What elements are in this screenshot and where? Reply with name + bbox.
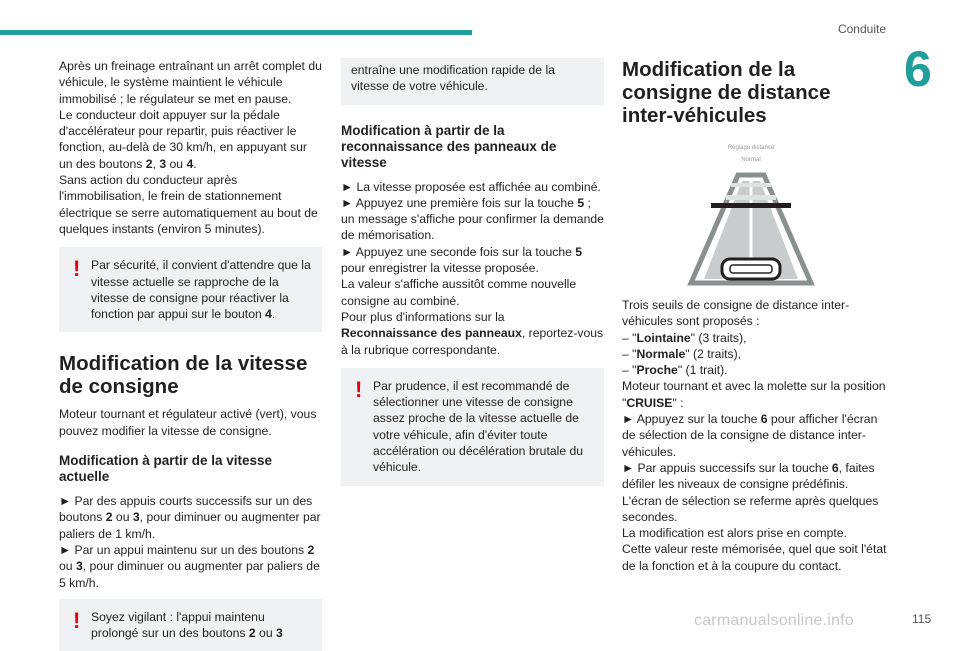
watermark: carmanualsonline.info xyxy=(694,612,854,629)
section-title: Conduite xyxy=(837,22,886,36)
warning-icon: ! xyxy=(355,376,363,402)
section-heading: Modification de la consigne de distance inter-véhicules xyxy=(622,58,831,127)
paragraph: ► Par des appuis courts successifs sur un des boutons 2 ou 3, pour diminuer ou augmenter par paliers de 1 km/h. xyxy=(59,494,321,541)
warning-icon: ! xyxy=(73,607,81,633)
paragraph: ► La vitesse proposée est affichée au combiné. xyxy=(341,179,601,194)
warning-text: Par prudence, il est recommandé de sélectionner une vitesse de consigne assez proche de la vitesse actuelle de votre véhicule, afin d'éviter toute accélération ou décélération brutale du véhicule. xyxy=(373,378,584,475)
warning-box-continued xyxy=(341,58,604,105)
figure-title: Réglage distance xyxy=(727,145,775,151)
list-item: – "Normale" (2 traits), xyxy=(622,346,742,361)
column-1 xyxy=(59,58,322,651)
subsection-heading: Modification à partir de la reconnaissance des panneaux de vitesse xyxy=(341,122,557,170)
figure-subtitle: Normal xyxy=(741,157,761,163)
header-accent-bar xyxy=(0,30,472,35)
distance-setting-graphic xyxy=(676,141,826,291)
paragraph: Pour plus d'informations sur la Reconnaissance des panneaux, reportez-vous à la rubrique correspondante. xyxy=(341,309,604,357)
paragraph: Moteur tournant et régulateur activé (vert), vous pouvez modifier la vitesse de consigne. xyxy=(59,407,317,438)
paragraph: ► Appuyez sur la touche 6 pour afficher l'écran de sélection de la consigne de distance inter-véhicules. xyxy=(622,412,878,459)
paragraph: La valeur s'affiche aussitôt comme nouvelle consigne au combiné. xyxy=(341,277,577,308)
paragraph: Après un freinage entraînant un arrêt complet du véhicule, le système maintient le véhicule immobilisé ; le régulateur se met en pause. xyxy=(59,59,322,106)
warning-box xyxy=(59,247,322,332)
paragraph: La modification est alors prise en compte. xyxy=(622,526,847,541)
subsection-heading: Modification à partir de la vitesse actuelle xyxy=(59,453,273,485)
warning-box xyxy=(341,368,604,486)
list-item: – "Lointaine" (3 traits), xyxy=(622,330,747,345)
paragraph: ► Par un appui maintenu sur un des boutons 2 ou 3, pour diminuer ou augmenter par paliers de 5 km/h. xyxy=(59,542,320,590)
paragraph: Moteur tournant et avec la molette sur la position "CRUISE" : xyxy=(622,379,886,410)
warning-text: entraîne une modification rapide de la vitesse de votre véhicule. xyxy=(351,63,555,94)
section-heading: Modification de la vitesse de consigne xyxy=(59,352,308,399)
warning-box xyxy=(59,599,322,651)
distance-bar-far xyxy=(731,183,771,187)
distance-bar-active xyxy=(711,203,791,208)
paragraph: Sans action du conducteur après l'immobilisation, le frein de stationnement électrique se serre automatiquement au bout de quelques instants (environ 5 minutes). xyxy=(59,173,318,236)
warning-text: Soyez vigilant : l'appui maintenu prolongé sur un des boutons 2 ou 3 xyxy=(91,609,283,641)
page-number: 115 xyxy=(912,612,932,626)
warning-icon: ! xyxy=(73,256,81,282)
paragraph: Le conducteur doit appuyer sur la pédale d'accélérateur pour repartir, puis réactiver le fonction, au-delà de 30 km/h, en appuyant sur un des boutons 2, 3 ou 4. xyxy=(59,107,307,171)
chapter-number: 6 xyxy=(904,41,932,97)
paragraph: ► Appuyez une première fois sur la touche 5 ; un message s'affiche pour confirmer la demande de mémorisation. xyxy=(341,195,604,243)
distance-setting-illustration xyxy=(676,141,826,291)
distance-bar-normal xyxy=(726,195,776,200)
paragraph: Trois seuils de consigne de distance inter-véhicules sont proposés : xyxy=(622,298,850,329)
list-item: – "Proche" (1 trait). xyxy=(622,363,728,378)
paragraph: ► Par appuis successifs sur la touche 6, faites défiler les niveaux de consigne prédéfinis. xyxy=(622,460,875,492)
column-3 xyxy=(622,58,887,574)
paragraph: ► Appuyez une seconde fois sur la touche 5 pour enregistrer la vitesse proposée. xyxy=(341,244,583,276)
warning-text: Par sécurité, il convient d'attendre que la vitesse actuelle se rapproche de la vitesse de consigne pour réactiver la fonction par appui sur le bouton 4. xyxy=(91,258,311,322)
paragraph: Cette valeur reste mémorisée, quel que soit l'état de la fonction et à la coupure du contact. xyxy=(622,542,887,573)
paragraph: L'écran de sélection se referme après quelques secondes. xyxy=(622,493,879,524)
column-2 xyxy=(341,58,604,486)
